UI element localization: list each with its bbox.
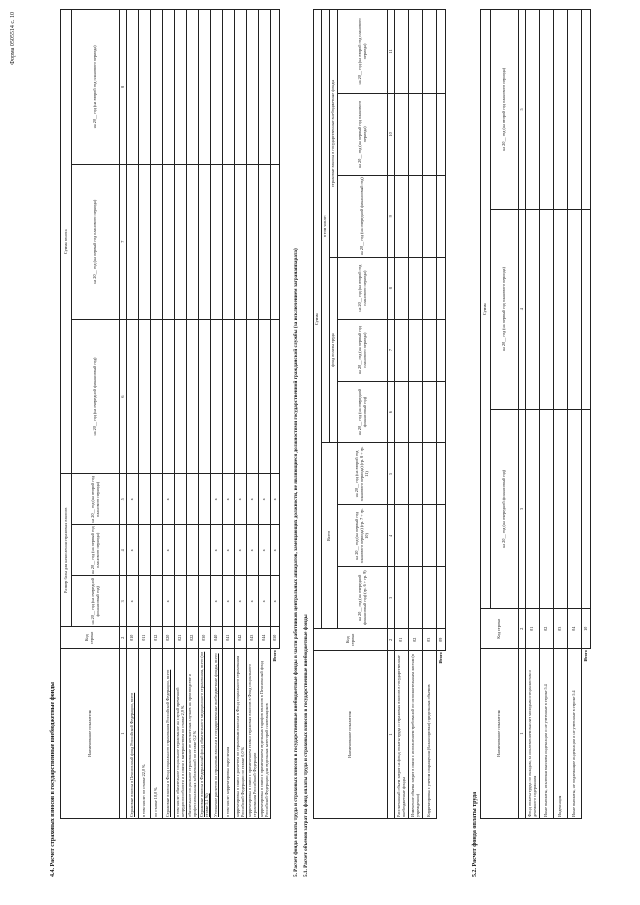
table-row bbox=[540, 10, 554, 819]
value-cell bbox=[540, 209, 554, 409]
year-header: на 20__ год (на второй год планового периода) bbox=[338, 257, 388, 319]
value-cell bbox=[568, 209, 582, 409]
value-cell: x bbox=[271, 525, 280, 576]
value-cell bbox=[199, 474, 211, 525]
row-code: 010 bbox=[127, 627, 139, 649]
row-code: 021 bbox=[175, 627, 187, 649]
row-code: 04 bbox=[568, 609, 582, 649]
value-cell bbox=[423, 381, 437, 443]
row-name: Иные выплаты, исключая выплаты индексации и не учтенные в строке 5.4 bbox=[540, 649, 554, 819]
value-cell bbox=[271, 319, 280, 474]
value-cell bbox=[395, 381, 409, 443]
table-row bbox=[151, 10, 163, 819]
total-label: Итого bbox=[582, 649, 591, 819]
value-cell bbox=[151, 10, 163, 165]
row-code: 02 bbox=[409, 629, 423, 651]
table-4-4 bbox=[60, 9, 280, 819]
column-number-row bbox=[120, 10, 127, 819]
column-number: 5 bbox=[519, 10, 526, 210]
row-name: Страховые взносы в Фонд социального страхования Российской Федерации, всего bbox=[163, 649, 175, 819]
value-cell bbox=[437, 93, 446, 175]
column-number: 8 bbox=[388, 257, 395, 319]
value-cell bbox=[423, 257, 437, 319]
value-cell bbox=[175, 10, 187, 165]
value-cell bbox=[211, 319, 223, 474]
value-cell bbox=[423, 319, 437, 381]
value-cell bbox=[127, 319, 139, 474]
value-cell bbox=[437, 505, 446, 567]
table-row bbox=[554, 10, 568, 819]
value-cell bbox=[235, 319, 247, 474]
value-cell bbox=[151, 319, 163, 474]
table-row bbox=[163, 10, 175, 819]
table-5-2 bbox=[480, 9, 591, 819]
value-cell bbox=[259, 164, 271, 319]
value-cell bbox=[395, 93, 409, 175]
base-group-header: Размер базы для начисления страховых взносов bbox=[61, 474, 72, 627]
col-code-header: Код строки bbox=[481, 609, 519, 649]
value-cell bbox=[582, 10, 591, 210]
row-code: 02 bbox=[540, 609, 554, 649]
value-cell: x bbox=[223, 474, 235, 525]
value-cell bbox=[409, 567, 423, 629]
column-number: 3 bbox=[519, 409, 526, 609]
value-cell bbox=[409, 10, 423, 94]
value-cell bbox=[568, 409, 582, 609]
row-name: корректировка в связи с расчетом по страховым взносам в Фонд социального страхования Российской Федерации по ставке 0,0 % bbox=[235, 649, 247, 819]
value-cell bbox=[526, 209, 540, 409]
value-cell bbox=[187, 576, 199, 627]
value-cell bbox=[151, 525, 163, 576]
col-code-header: Код строки bbox=[61, 627, 120, 649]
column-number: 6 bbox=[120, 319, 127, 474]
value-cell bbox=[540, 409, 554, 609]
table-row bbox=[127, 10, 139, 819]
value-cell bbox=[582, 409, 591, 609]
row-name: корректировка в связи с применением ставки страховых взносов в Фонд социального страхования Российской Федерации bbox=[247, 649, 259, 819]
table-row bbox=[199, 10, 211, 819]
value-cell bbox=[271, 10, 280, 165]
value-cell: x bbox=[127, 576, 139, 627]
value-cell: x bbox=[163, 576, 175, 627]
value-cell bbox=[163, 10, 175, 165]
column-number: 7 bbox=[120, 164, 127, 319]
value-cell bbox=[211, 10, 223, 165]
total-code: 050 bbox=[271, 627, 280, 649]
value-cell bbox=[259, 10, 271, 165]
table-5-1 bbox=[313, 9, 446, 819]
value-cell: x bbox=[259, 576, 271, 627]
column-number-row bbox=[519, 10, 526, 819]
value-cell bbox=[139, 164, 151, 319]
value-cell bbox=[139, 525, 151, 576]
value-cell bbox=[554, 10, 568, 210]
value-cell bbox=[437, 567, 446, 629]
column-number: 11 bbox=[388, 10, 395, 94]
value-cell: x bbox=[235, 474, 247, 525]
row-code: 03 bbox=[423, 629, 437, 651]
row-name: Страховые взносы в Пенсионный фонд Российской Федерации, всего bbox=[127, 649, 139, 819]
year-header: на 20__ год (на первый год планового периода) bbox=[72, 525, 120, 576]
row-code: 03 bbox=[554, 609, 568, 649]
value-cell bbox=[199, 319, 211, 474]
value-cell bbox=[395, 257, 409, 319]
value-cell bbox=[223, 164, 235, 319]
column-number-row bbox=[388, 10, 395, 819]
row-name: корректировка в связи с применением отдельных тарифов взносов в Пенсионный фонд Российской Федерации для отдельных категорий плательщиков bbox=[259, 649, 271, 819]
value-cell: x bbox=[223, 525, 235, 576]
column-number: 8 bbox=[120, 10, 127, 165]
row-code: 01 bbox=[526, 609, 540, 649]
value-cell: x bbox=[211, 525, 223, 576]
value-cell bbox=[247, 164, 259, 319]
value-cell bbox=[127, 10, 139, 165]
value-cell bbox=[437, 319, 446, 381]
table-row bbox=[395, 10, 409, 819]
row-code: 044 bbox=[259, 627, 271, 649]
value-cell bbox=[409, 93, 423, 175]
table-row bbox=[568, 10, 582, 819]
column-number: 3 bbox=[388, 567, 395, 629]
column-number: 4 bbox=[120, 525, 127, 576]
table-row bbox=[187, 10, 199, 819]
year-header: на 20__ год (на очередной финансовый год) bbox=[338, 175, 388, 257]
total-code: 09 bbox=[437, 629, 446, 651]
table-row bbox=[409, 10, 423, 819]
row-code: 043 bbox=[247, 627, 259, 649]
value-cell: x bbox=[223, 576, 235, 627]
value-cell: x bbox=[211, 474, 223, 525]
row-name: обязательное социальное страхование от несчастных случаев на производстве и профессиональных заболеваний по ставке 0,2 % bbox=[187, 649, 199, 819]
value-cell: x bbox=[235, 576, 247, 627]
value-cell bbox=[199, 576, 211, 627]
value-cell bbox=[437, 175, 446, 257]
column-number: 1 bbox=[120, 649, 127, 819]
column-number: 2 bbox=[519, 609, 526, 649]
value-cell bbox=[223, 319, 235, 474]
row-code: 011 bbox=[139, 627, 151, 649]
row-code: 030 bbox=[199, 627, 211, 649]
year-header: на 20__ год (на очередной финансовый год) bbox=[72, 319, 120, 474]
row-name: в том числе: по ставке 22,0 % bbox=[139, 649, 151, 819]
column-number: 4 bbox=[519, 209, 526, 409]
value-cell: x bbox=[235, 525, 247, 576]
sum-group-header: Сумма bbox=[314, 10, 322, 629]
year-header: на 20__ год (на первый год планового периода) bbox=[491, 209, 519, 409]
row-name: в том числе: обязательное социальное страхование на случай временной нетрудоспособности и в связи с материнством по ставке 2,9 % bbox=[175, 649, 187, 819]
row-name: Рассчитанный объем затрат на фонд оплаты труда и страховых взносов в государственные внебюджетные фонды bbox=[395, 651, 409, 819]
sum-group-header: Сумма взноса bbox=[61, 10, 72, 474]
row-name: Фонд оплаты труда по окладам, за исключением выплат молодым специалистам и денежного содержания bbox=[526, 649, 540, 819]
value-cell bbox=[175, 319, 187, 474]
value-cell bbox=[235, 10, 247, 165]
row-name: Индексация bbox=[554, 649, 568, 819]
value-cell bbox=[199, 164, 211, 319]
year-header: на 20__ год (на первый год планового периода) bbox=[338, 93, 388, 175]
section-5-1-title: 5.1. Расчет объемов затрат на фонд оплаты труда и страховых взносов в государственные внебюджетные фонды bbox=[303, 614, 309, 877]
table-row bbox=[139, 10, 151, 819]
col-name-header: Наименование показателя bbox=[61, 649, 120, 819]
year-header: на 20__ год (на очередной финансовый год) (гр. 6 + гр. 9) bbox=[338, 567, 388, 629]
value-cell bbox=[175, 576, 187, 627]
value-cell bbox=[409, 505, 423, 567]
form-code: Форма 0505514 с. 10 bbox=[10, 12, 16, 65]
value-cell bbox=[423, 567, 437, 629]
value-cell bbox=[211, 164, 223, 319]
column-number: 6 bbox=[388, 381, 395, 443]
row-name: по ставке 10,0 % bbox=[151, 649, 163, 819]
row-code: 042 bbox=[235, 627, 247, 649]
value-cell bbox=[259, 319, 271, 474]
value-cell bbox=[582, 209, 591, 409]
value-cell bbox=[568, 10, 582, 210]
table-row bbox=[223, 10, 235, 819]
value-cell bbox=[395, 567, 409, 629]
section-4-4-title: 4.4. Расчет страховых взносов в государственные внебюджетные фонды bbox=[50, 682, 56, 877]
sum-group-header: Сумма bbox=[481, 10, 491, 609]
value-cell bbox=[127, 164, 139, 319]
col-name-header: Наименование показателя bbox=[314, 651, 388, 819]
value-cell bbox=[151, 576, 163, 627]
table-row bbox=[259, 10, 271, 819]
total-row bbox=[271, 10, 280, 819]
row-code: 022 bbox=[187, 627, 199, 649]
value-cell: x bbox=[163, 525, 175, 576]
value-cell bbox=[395, 175, 409, 257]
value-cell bbox=[163, 164, 175, 319]
value-cell: x bbox=[271, 576, 280, 627]
value-cell bbox=[139, 474, 151, 525]
value-cell bbox=[437, 381, 446, 443]
row-name: Изменение объема затрат в связи с исполнением требований по исполнительным листам (в учреждении) bbox=[409, 651, 423, 819]
value-cell bbox=[437, 257, 446, 319]
value-cell bbox=[163, 319, 175, 474]
column-number: 3 bbox=[120, 576, 127, 627]
value-cell bbox=[423, 443, 437, 505]
total-group-header: Всего bbox=[322, 443, 338, 629]
column-number: 5 bbox=[120, 474, 127, 525]
value-cell bbox=[247, 10, 259, 165]
value-cell bbox=[409, 381, 423, 443]
row-name: в том числе: корректировка округления bbox=[223, 649, 235, 819]
value-cell bbox=[409, 257, 423, 319]
value-cell bbox=[423, 10, 437, 94]
value-cell bbox=[554, 409, 568, 609]
value-cell bbox=[187, 10, 199, 165]
year-header: на 20__ год (на второй год планового периода) bbox=[491, 10, 519, 210]
value-cell: x bbox=[211, 576, 223, 627]
value-cell bbox=[139, 10, 151, 165]
total-label: Итого bbox=[437, 651, 446, 819]
year-header: на 20__ год (на очередной финансовый год) bbox=[491, 409, 519, 609]
value-cell: x bbox=[259, 474, 271, 525]
value-cell bbox=[409, 175, 423, 257]
value-cell: x bbox=[127, 474, 139, 525]
value-cell bbox=[395, 319, 409, 381]
value-cell bbox=[526, 10, 540, 210]
value-cell bbox=[199, 525, 211, 576]
value-cell bbox=[247, 319, 259, 474]
column-number: 5 bbox=[388, 443, 395, 505]
column-number: 1 bbox=[519, 649, 526, 819]
value-cell bbox=[139, 576, 151, 627]
value-cell bbox=[187, 474, 199, 525]
table-row bbox=[423, 10, 437, 819]
column-number: 10 bbox=[388, 93, 395, 175]
ins-group-header: страховые взносы в государственные внебюджетные фонды bbox=[330, 10, 338, 258]
value-cell bbox=[235, 164, 247, 319]
row-code: 041 bbox=[223, 627, 235, 649]
table-row bbox=[175, 10, 187, 819]
incl-group-header: в том числе: bbox=[322, 10, 330, 444]
table-row bbox=[247, 10, 259, 819]
value-cell bbox=[395, 10, 409, 94]
value-cell bbox=[175, 164, 187, 319]
year-header: на 20__ год (на первый год планового периода) bbox=[72, 164, 120, 319]
column-number: 1 bbox=[388, 651, 395, 819]
value-cell: x bbox=[163, 474, 175, 525]
col-code-header: Код строки bbox=[314, 629, 388, 651]
year-header: на 20__ год (на первый год планового периода) bbox=[338, 319, 388, 381]
value-cell bbox=[187, 525, 199, 576]
row-code: 040 bbox=[211, 627, 223, 649]
value-cell bbox=[554, 209, 568, 409]
col-name-header: Наименование показателя bbox=[481, 649, 519, 819]
row-name: Страховые взносы в Федеральный фонд обязательного медицинского страхования, всего (по ставке 5,1 %) bbox=[199, 649, 211, 819]
value-cell bbox=[271, 164, 280, 319]
value-cell: x bbox=[259, 525, 271, 576]
value-cell bbox=[187, 319, 199, 474]
value-cell bbox=[175, 474, 187, 525]
value-cell bbox=[423, 175, 437, 257]
total-row bbox=[437, 10, 446, 819]
value-cell bbox=[139, 319, 151, 474]
year-header: на 20__ год (на второй год планового периода) bbox=[338, 10, 388, 94]
value-cell bbox=[540, 10, 554, 210]
value-cell: x bbox=[247, 474, 259, 525]
value-cell bbox=[526, 409, 540, 609]
value-cell: x bbox=[247, 576, 259, 627]
row-name: Уточнение расчетов по страховым взносам в государственные внебюджетные фонды, всего bbox=[211, 649, 223, 819]
year-header: на 20__ год (на очередной финансовый год) bbox=[72, 576, 120, 627]
value-cell bbox=[409, 319, 423, 381]
value-cell bbox=[199, 10, 211, 165]
total-label: Итого bbox=[271, 649, 280, 819]
row-code: 01 bbox=[395, 629, 409, 651]
value-cell bbox=[437, 443, 446, 505]
table-row bbox=[526, 10, 540, 819]
row-code: 020 bbox=[163, 627, 175, 649]
year-header: на 20__ год (на второй год планового периода) bbox=[72, 474, 120, 525]
value-cell: x bbox=[127, 525, 139, 576]
value-cell bbox=[423, 505, 437, 567]
column-number: 7 bbox=[388, 319, 395, 381]
column-number: 4 bbox=[388, 505, 395, 567]
value-cell: x bbox=[247, 525, 259, 576]
total-code: 10 bbox=[582, 609, 591, 649]
value-cell bbox=[395, 443, 409, 505]
total-row bbox=[582, 10, 591, 819]
column-number: 2 bbox=[388, 629, 395, 651]
column-number: 9 bbox=[388, 175, 395, 257]
value-cell bbox=[437, 10, 446, 94]
value-cell bbox=[151, 164, 163, 319]
row-name: Иные выплаты, не подлежащие индексации и не учтенные в строке 5.4 bbox=[568, 649, 582, 819]
row-name: Корректировка с учетом сокращения (балансировки) предельных объемов bbox=[423, 651, 437, 819]
value-cell bbox=[423, 93, 437, 175]
value-cell bbox=[395, 505, 409, 567]
row-code: 012 bbox=[151, 627, 163, 649]
value-cell bbox=[175, 525, 187, 576]
column-number: 2 bbox=[120, 627, 127, 649]
value-cell bbox=[187, 164, 199, 319]
fot-group-header: фонд оплаты труда bbox=[330, 257, 338, 443]
value-cell bbox=[409, 443, 423, 505]
value-cell bbox=[223, 10, 235, 165]
year-header: на 20__ год (на второй год планового периода) (гр. 8 + гр. 11) bbox=[338, 443, 388, 505]
year-header: на 20__ год (на второй год планового периода) bbox=[72, 10, 120, 165]
value-cell bbox=[151, 474, 163, 525]
year-header: на 20__ год (на первый год планового периода) (гр. 7 + гр. 10) bbox=[338, 505, 388, 567]
section-5-title: 5. Расчет фонда оплаты труда и страховых взносов в государственные внебюджетные фонды в части работников центральных аппаратов, замещающих должности, не являющиеся должностями государственной гражданской службы (за исключением загранаппарата) bbox=[293, 248, 299, 877]
table-row bbox=[211, 10, 223, 819]
value-cell: x bbox=[271, 474, 280, 525]
section-5-2-title: 5.2. Расчет фонда оплаты труда bbox=[472, 791, 478, 877]
table-row bbox=[235, 10, 247, 819]
year-header: на 20__ год (на очередной финансовый год) bbox=[338, 381, 388, 443]
